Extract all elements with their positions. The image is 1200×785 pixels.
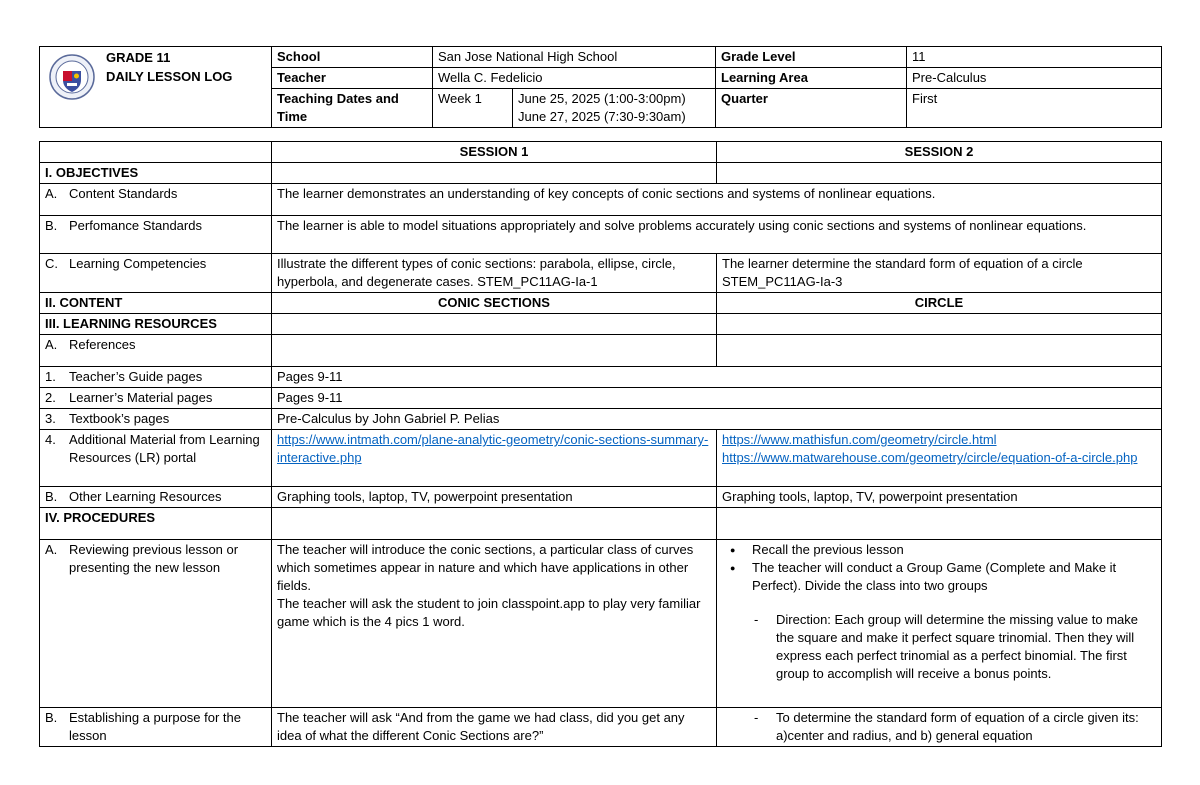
- other-resources-label: [40, 487, 272, 508]
- item-label: References: [69, 337, 136, 352]
- objectives-heading: I. OBJECTIVES: [40, 163, 272, 184]
- list-item: - To determine the standard form of equation of a circle given its: a)center and radius, and b) general equation: [776, 709, 1156, 745]
- quarter-label: Quarter: [716, 89, 907, 128]
- date-2: June 27, 2025 (7:30-9:30am): [518, 109, 686, 124]
- equation-of-a-circle-link[interactable]: https://www.matwarehouse.com/geometry/circle/equation-of-a-circle.php: [722, 450, 1138, 465]
- dates-value: [513, 89, 716, 128]
- learning-area-value: Pre-Calculus: [907, 68, 1162, 89]
- blank-cell: [272, 508, 717, 540]
- blank-cell: [717, 163, 1162, 184]
- other-resources-session-1: Graphing tools, laptop, TV, powerpoint presentation: [272, 487, 717, 508]
- session-header-blank: [40, 142, 272, 163]
- date-1: June 25, 2025 (1:00-3:00pm): [518, 91, 686, 106]
- content-session-2: CIRCLE: [717, 293, 1162, 314]
- lesson-log-table: [39, 141, 1162, 747]
- item-letter: C.: [45, 256, 58, 271]
- session-2-header: SESSION 2: [717, 142, 1162, 163]
- header-table: [39, 46, 1162, 128]
- blank-cell: [272, 163, 717, 184]
- content-session-1: CONIC SECTIONS: [272, 293, 717, 314]
- dash-list: [722, 709, 1156, 745]
- list-item: ● Recall the previous lesson: [752, 541, 1156, 559]
- item-label: Reviewing previous lesson or presenting the new lesson: [69, 542, 239, 575]
- learners-material-value: Pages 9-11: [272, 388, 1162, 409]
- blank-cell: [272, 314, 717, 335]
- list-item: ● The teacher will conduct a Group Game (Complete and Make it Perfect). Divide the class into two groups: [752, 559, 1156, 595]
- item-label: Additional Material from Learning Resources (LR) portal: [69, 432, 260, 465]
- blank-cell: [717, 314, 1162, 335]
- item-label: Learner’s Material pages: [69, 390, 213, 405]
- additional-material-session-1: [272, 430, 717, 487]
- item-label: Perfomance Standards: [69, 218, 202, 233]
- item-label: Establishing a purpose for the lesson: [69, 710, 241, 743]
- conic-sections-link[interactable]: https://www.intmath.com/plane-analytic-geometry/conic-sections-summary-interactive.php: [277, 432, 709, 465]
- circle-link[interactable]: https://www.mathisfun.com/geometry/circle.html: [722, 432, 997, 447]
- content-standards-label: [40, 184, 272, 216]
- teacher-value: Wella C. Fedelicio: [433, 68, 716, 89]
- item-label: Teacher’s Guide pages: [69, 369, 203, 384]
- learners-material-label: [40, 388, 272, 409]
- item-letter: A.: [45, 337, 58, 352]
- week-value: Week 1: [433, 89, 513, 128]
- learning-competencies-label: [40, 254, 272, 293]
- teachers-guide-label: [40, 367, 272, 388]
- item-label: Content Standards: [69, 186, 178, 201]
- session-1-header: SESSION 1: [272, 142, 717, 163]
- blank-cell: [272, 335, 717, 367]
- item-letter: A.: [45, 542, 58, 557]
- school-value: San Jose National High School: [433, 47, 716, 68]
- performance-standards-label: [40, 216, 272, 254]
- bullet-list: [722, 541, 1156, 595]
- grade-level-label: Grade Level: [716, 47, 907, 68]
- textbook-label: [40, 409, 272, 430]
- establishing-purpose-label: [40, 708, 272, 747]
- establishing-purpose-session-2: [717, 708, 1162, 747]
- procedures-heading: IV. PROCEDURES: [40, 508, 272, 540]
- reviewing-session-2: [717, 540, 1162, 708]
- learning-resources-heading: III. LEARNING RESOURCES: [40, 314, 272, 335]
- log-title: DAILY LESSON LOG: [106, 69, 233, 84]
- teachers-guide-value: Pages 9-11: [272, 367, 1162, 388]
- references-label: [40, 335, 272, 367]
- learning-area-label: Learning Area: [716, 68, 907, 89]
- teaching-dates-label: Teaching Dates and Time: [272, 89, 433, 128]
- performance-standards-text: The learner is able to model situations appropriately and solve problems accurately using conic sections and systems of nonlinear equations.: [272, 216, 1162, 254]
- item-number: 1.: [45, 369, 56, 384]
- item-letter: A.: [45, 186, 58, 201]
- list-item: - Direction: Each group will determine the missing value to make the square and make it perfect square trinomial. Then they will express each perfect trinomial as a perfect binomial. The first group to accomplish will receive a bonus points.: [776, 611, 1156, 683]
- reviewing-lesson-label: [40, 540, 272, 708]
- item-letter: B.: [45, 710, 58, 725]
- item-number: 4.: [45, 432, 56, 447]
- item-letter: B.: [45, 489, 58, 504]
- reviewing-session-1: [272, 540, 717, 708]
- deped-seal-icon: [48, 53, 96, 101]
- intro-paragraph: The teacher will introduce the conic sections, a particular class of curves which sometimes appear in nature and which have applications in other fields.: [277, 542, 694, 593]
- item-label: Textbook’s pages: [69, 411, 170, 426]
- dash-list: [722, 611, 1156, 683]
- grade-title: GRADE 11: [106, 50, 171, 65]
- competencies-session-1: Illustrate the different types of conic sections: parabola, ellipse, circle, hyperbola, and degenerate cases. STEM_PC11AG-Ia-1: [272, 254, 717, 293]
- item-label: Other Learning Resources: [69, 489, 222, 504]
- textbook-value: Pre-Calculus by John Gabriel P. Pelias: [272, 409, 1162, 430]
- quarter-value: First: [907, 89, 1162, 128]
- content-heading: II. CONTENT: [40, 293, 272, 314]
- establishing-purpose-session-1: The teacher will ask “And from the game we had class, did you get any idea of what the different Conic Sections are?”: [272, 708, 717, 747]
- additional-material-label: [40, 430, 272, 487]
- school-label: School: [272, 47, 433, 68]
- item-label: Learning Competencies: [69, 256, 207, 271]
- item-number: 3.: [45, 411, 56, 426]
- competencies-session-2: The learner determine the standard form of equation of a circle STEM_PC11AG-Ia-3: [717, 254, 1162, 293]
- blank-cell: [717, 508, 1162, 540]
- item-letter: B.: [45, 218, 58, 233]
- other-resources-session-2: Graphing tools, laptop, TV, powerpoint presentation: [717, 487, 1162, 508]
- grade-level-value: 11: [907, 47, 1162, 68]
- item-number: 2.: [45, 390, 56, 405]
- additional-material-session-2: [717, 430, 1162, 487]
- content-standards-text: The learner demonstrates an understanding of key concepts of conic sections and systems of nonlinear equations.: [272, 184, 1162, 216]
- teacher-label: Teacher: [272, 68, 433, 89]
- header-title-cell: [40, 47, 272, 128]
- classpoint-paragraph: The teacher will ask the student to join classpoint.app to play very familiar game which is the 4 pics 1 word.: [277, 596, 701, 629]
- blank-cell: [717, 335, 1162, 367]
